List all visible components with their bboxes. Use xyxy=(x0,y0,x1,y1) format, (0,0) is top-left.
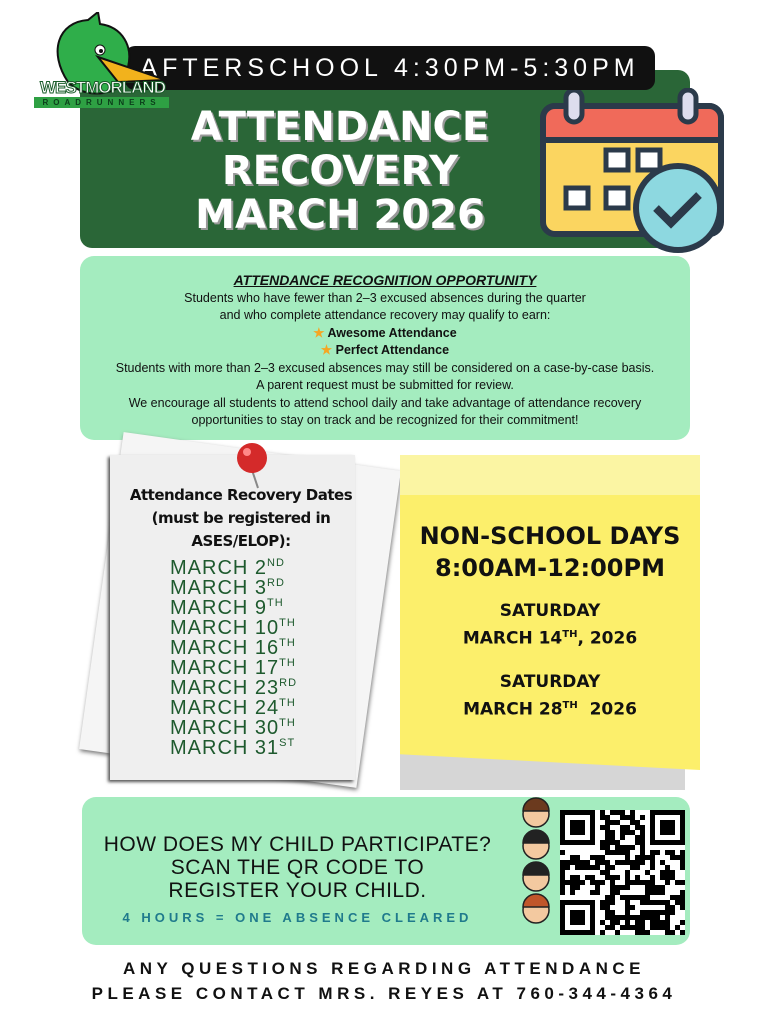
recovery-date xyxy=(170,658,297,678)
parent-text: A parent request must be submitted for review. xyxy=(256,378,514,392)
date-text: MARCH 23 xyxy=(170,677,280,699)
recovery-date xyxy=(170,578,297,598)
recovery-date xyxy=(170,698,297,718)
recovery-date xyxy=(170,718,297,738)
case-text: Students with more than 2–3 excused absences may still be considered on a case-by-case basis. xyxy=(115,360,655,375)
day2-date xyxy=(400,694,700,722)
date-suffix: ST xyxy=(279,737,296,749)
title-line: RECOVERY xyxy=(221,148,459,194)
date-suffix: TH xyxy=(279,617,296,629)
star-icon: ★ xyxy=(313,325,325,340)
day2-date-text: MARCH 28 xyxy=(463,699,563,720)
date-suffix: RD xyxy=(267,577,285,589)
footer-line1: ANY QUESTIONS REGARDING ATTENDANCE xyxy=(123,959,645,978)
date-text: MARCH 17 xyxy=(170,657,280,679)
date-text: MARCH 16 xyxy=(170,637,280,659)
recovery-date xyxy=(170,738,297,758)
recognition-intro: Students who have fewer than 2–3 excused absences during the quarter and who complete attendance recovery may qualify to earn: xyxy=(184,290,586,322)
day1-sup: TH xyxy=(562,629,578,640)
sticky-note-top xyxy=(400,455,700,495)
non-school-days xyxy=(400,520,700,721)
recovery-date xyxy=(170,598,297,618)
page-title xyxy=(120,105,560,237)
encourage-text: We encourage all students to attend school daily and take advantage of attendance recovery opportunities to stay on track and be recognized for their commitment! xyxy=(128,395,642,427)
logo-name: WESTMORLAND xyxy=(40,78,165,97)
date-text: MARCH 10 xyxy=(170,617,280,639)
recovery-date xyxy=(170,618,297,638)
award-perfect: Perfect Attendance xyxy=(335,343,450,357)
date-suffix: TH xyxy=(279,717,296,729)
date-suffix: TH xyxy=(279,697,296,709)
recovery-date xyxy=(170,558,297,578)
participate-question: HOW DOES MY CHILD PARTICIPATE? xyxy=(103,833,492,856)
date-suffix: TH xyxy=(267,597,284,609)
non-school-heading: NON-SCHOOL DAYS xyxy=(419,522,681,550)
footer-line2: PLEASE CONTACT MRS. REYES AT 760-344-4364 xyxy=(91,984,677,1003)
day1-date-text: MARCH 14 xyxy=(462,628,563,649)
date-text: MARCH 9 xyxy=(170,597,268,619)
recovery-date xyxy=(170,638,297,658)
date-suffix: TH xyxy=(279,637,296,649)
contact-footer xyxy=(0,956,768,1006)
day2-label: SATURDAY xyxy=(499,671,601,692)
date-suffix: TH xyxy=(279,657,296,669)
dates-heading: Attendance Recovery Dates (must be registered in ASES/ELOP): xyxy=(129,486,353,550)
date-text: MARCH 30 xyxy=(170,717,280,739)
logo-subtitle: ROADRUNNERS xyxy=(34,97,169,108)
date-text: MARCH 24 xyxy=(170,697,280,719)
date-text: MARCH 2 xyxy=(170,557,268,579)
title-line: ATTENDANCE xyxy=(190,104,490,150)
participate-text xyxy=(90,833,505,902)
pushpin-icon xyxy=(232,440,272,490)
title-line: MARCH 2026 xyxy=(195,192,485,238)
date-text: MARCH 3 xyxy=(170,577,268,599)
date-suffix: ND xyxy=(267,557,285,569)
recovery-date xyxy=(170,678,297,698)
day1-date xyxy=(400,623,700,651)
dates-list xyxy=(170,558,297,758)
day1-year: , 2026 xyxy=(577,628,638,649)
award-awesome: Awesome Attendance xyxy=(327,325,457,340)
calendar-check-icon xyxy=(538,88,728,256)
star-icon: ★ xyxy=(320,343,333,357)
non-school-hours: 8:00AM-12:00PM xyxy=(435,554,665,582)
day2-sup: TH xyxy=(562,699,578,711)
recognition-panel xyxy=(80,256,690,440)
participate-instruction: SCAN THE QR CODE TO REGISTER YOUR CHILD. xyxy=(168,856,427,902)
day2-year: 2026 xyxy=(577,699,637,720)
registration-qr-code[interactable] xyxy=(560,810,685,935)
kids-illustration xyxy=(503,796,561,936)
afterschool-banner: AFTERSCHOOL 4:30PM-5:30PM xyxy=(125,46,655,90)
day1-label: SATURDAY xyxy=(499,601,601,621)
recognition-heading: ATTENDANCE RECOGNITION OPPORTUNITY xyxy=(233,272,537,288)
hours-note: 4 HOURS = ONE ABSENCE CLEARED xyxy=(122,910,473,925)
date-suffix: RD xyxy=(279,677,298,689)
date-text: MARCH 31 xyxy=(170,737,280,759)
